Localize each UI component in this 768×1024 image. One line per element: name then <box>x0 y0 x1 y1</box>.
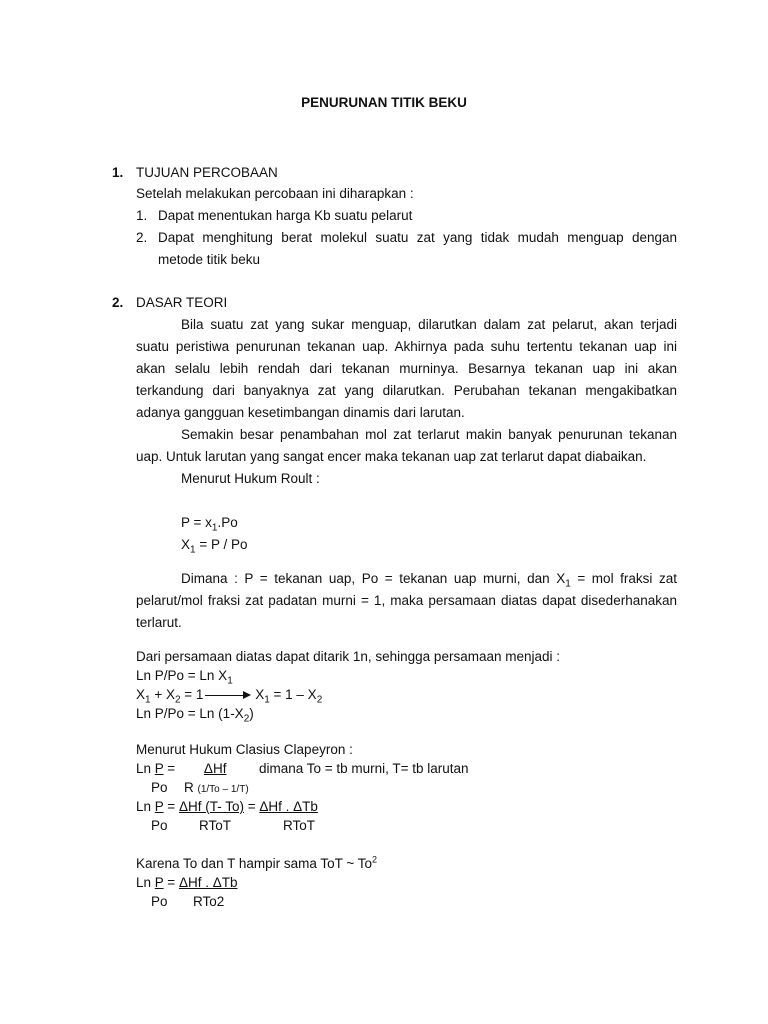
clap2-den-1: RToT <box>199 818 232 833</box>
clap2-eq: = <box>163 799 179 814</box>
final-num: ΔHf . ΔTb <box>178 875 238 890</box>
clap1-frac: (1/To – 1/T) <box>197 784 249 795</box>
clap1-p: P <box>154 761 164 776</box>
ln2-tail: = 1 – X <box>269 687 317 702</box>
final-den-po: Po <box>151 894 168 909</box>
para3-a: Dimana : P = tekanan uap, Po = tekanan uap murni, dan X <box>181 571 566 586</box>
section-2-heading: DASAR TEORI <box>136 295 228 310</box>
karena-a: Karena To dan T hampir sama ToT ~ To <box>136 856 373 871</box>
eq-p-lhs: P <box>181 515 190 530</box>
final-ln: Ln <box>136 875 155 890</box>
theory-para-2-line-2: uap. Untuk larutan yang sangat encer maka tekanan uap zat terlarut dapat diabaikan. <box>136 449 647 464</box>
clap1-r: R <box>184 780 194 795</box>
clap2-eq2: = <box>243 799 260 814</box>
theory-para-1-line-1: Bila suatu zat yang sukar menguap, dilarutkan dalam zat pelarut, akan terjadi <box>181 317 677 332</box>
objective-2-line-1: Dapat menghitung berat molekul suatu zat yang tidak mudah menguap dengan <box>158 230 677 245</box>
clap2-num2: ΔHf . ΔTb <box>259 799 318 814</box>
final-p: P <box>154 875 164 890</box>
objective-1-number: 1. <box>136 208 148 223</box>
ln2-s2: 2 <box>174 694 181 706</box>
ln2-eq: = 1 <box>180 687 204 702</box>
ln1-a: Ln P/Po = Ln X <box>136 668 228 683</box>
theory-para-1-line-3: akan selalu lebih rendah dari tekanan murninya. Besarnya tekanan uap ini akan <box>136 361 677 376</box>
clap2-den-2: RToT <box>283 818 316 833</box>
clap2-den-po: Po <box>151 818 168 833</box>
para3-sub: 1 <box>565 578 571 590</box>
final-den: RTo2 <box>193 894 225 909</box>
theory-para-2-line-1: Semakin besar penambahan mol zat terlarut makin banyak penurunan tekanan <box>181 427 677 442</box>
eq-x1-sub: 1 <box>190 544 196 556</box>
section-1-intro: Setelah melakukan percobaan ini diharapkan : <box>136 186 414 201</box>
clap2-ln: Ln <box>136 799 155 814</box>
ln2-plus: + X <box>150 687 175 702</box>
ln2-x: X <box>136 687 146 702</box>
ln2-s3: 1 <box>264 694 270 706</box>
right-arrow-icon <box>205 695 249 696</box>
objective-1-text: Dapat menentukan harga Kb suatu pelarut <box>158 208 413 223</box>
ln3-a: Ln P/Po = Ln (1-X <box>136 706 244 721</box>
clap1-dhf: ΔHf <box>203 761 227 776</box>
roult-intro: Menurut Hukum Roult : <box>181 471 320 486</box>
eq-p-sub: 1 <box>211 522 218 534</box>
theory-para-3-line-3: terlarut. <box>136 615 182 630</box>
equation-p <box>181 512 238 534</box>
theory-para-1-line-2: suatu peristiwa penurunan tekanan uap. Akhirnya pada suhu tertentu tekanan uap ini <box>136 339 677 354</box>
clap1-po: Po <box>151 780 168 795</box>
theory-para-3-line-2: pelarut/mol fraksi zat padatan murni = 1, maka persamaan diatas dapat disederhanakan <box>136 593 677 608</box>
clapeyron-intro: Menurut Hukum Clasius Clapeyron : <box>136 742 353 757</box>
ln2-s1: 1 <box>145 694 151 706</box>
ln-equation-3 <box>136 703 254 725</box>
clap2-p: P <box>154 799 164 814</box>
equation-x1 <box>181 534 248 556</box>
theory-para-1-line-4: terkandung dari banyaknya zat yang dilarutkan. Perubahan tekanan mengakibatkan <box>136 383 677 398</box>
ln1-sub: 1 <box>227 675 233 687</box>
ln2-s4: 2 <box>316 694 323 706</box>
objective-2-number: 2. <box>136 230 148 245</box>
clap1-desc: dimana To = tb murni, T= tb larutan <box>255 761 469 776</box>
objective-2-line-2: metode titik beku <box>158 252 261 267</box>
eq-x1-rhs: = P / Po <box>195 537 248 552</box>
para3-b: = mol fraksi zat <box>570 571 677 586</box>
section-1-heading: TUJUAN PERCOBAAN <box>136 165 278 180</box>
derive-intro: Dari persamaan diatas dapat ditarik 1n, sehingga persamaan menjadi : <box>136 649 560 664</box>
eq-p-rhs-b: .Po <box>217 515 238 530</box>
ln2-res: X <box>251 687 265 702</box>
page-title: PENURUNAN TITIK BEKU <box>301 95 467 110</box>
clap1-ln: Ln <box>136 761 155 776</box>
theory-para-3-line-1 <box>181 568 677 590</box>
ln3-sub: 2 <box>243 713 250 725</box>
final-eq: = <box>163 875 179 890</box>
clap1-eq: = <box>163 761 176 776</box>
section-1-number: 1. <box>112 165 124 180</box>
ln3-b: ) <box>249 706 254 721</box>
section-2-number: 2. <box>112 295 124 310</box>
eq-x1-lhs: X <box>181 537 191 552</box>
clap2-num1: ΔHf (T- To) <box>178 799 244 814</box>
karena-sup: 2 <box>372 854 378 865</box>
theory-para-1-line-5: adanya gangguan kesetimbangan dinamis dari larutan. <box>136 405 465 420</box>
eq-p-rhs: = x <box>193 515 212 530</box>
